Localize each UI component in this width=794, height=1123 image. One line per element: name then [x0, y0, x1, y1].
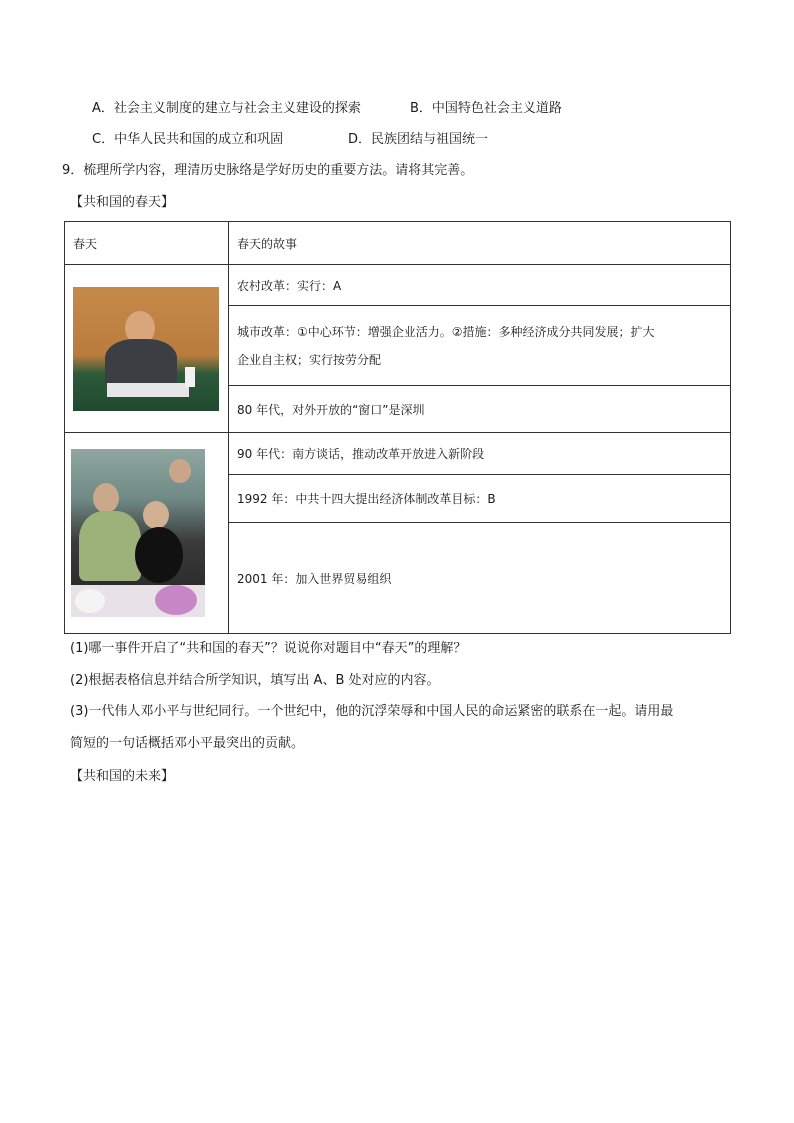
section-title-spring: 【共和国的春天】	[70, 195, 175, 210]
photo-deng-at-desk	[73, 287, 219, 411]
row-southern-talk: 90 年代：南方谈话，推动改革开放进入新阶段	[229, 433, 731, 475]
photo-cell-2	[65, 433, 229, 634]
option-b: B．中国特色社会主义道路	[410, 101, 562, 116]
section-title-future: 【共和国的未来】	[70, 769, 175, 784]
row-rural-reform: 农村改革：实行：A	[229, 265, 731, 306]
header-spring: 春天	[65, 222, 229, 265]
question-9: 9．梳理所学内容，理清历史脉络是学好历史的重要方法。请将其完善。	[62, 163, 474, 178]
photo-cell-1	[65, 265, 229, 433]
row-14th-congress: 1992 年：中共十四大提出经济体制改革目标：B	[229, 475, 731, 523]
sub-question-3-line-1: (3)一代伟人邓小平与世纪同行。一个世纪中，他的沉浮荣辱和中国人民的命运紧密的联系在一起。请用最	[70, 704, 674, 719]
urban-reform-line-2: 企业自主权；实行按劳分配	[237, 352, 382, 367]
sub-question-3-line-2: 简短的一句话概括邓小平最突出的贡献。	[70, 736, 305, 751]
option-d: D．民族团结与祖国统一	[348, 132, 489, 147]
header-spring-story: 春天的故事	[229, 222, 731, 265]
row-opening-window: 80 年代，对外开放的“窗口”是深圳	[229, 386, 731, 433]
spring-story-table	[64, 221, 731, 634]
option-a: A．社会主义制度的建立与社会主义建设的探索	[92, 101, 361, 116]
sub-question-1: (1)哪一事件开启了“共和国的春天”？说说你对题目中“春天”的理解？	[70, 641, 467, 656]
photo-deng-southern-tour	[71, 449, 205, 617]
row-urban-reform	[229, 306, 731, 386]
option-c: C．中华人民共和国的成立和巩固	[92, 132, 284, 147]
sub-question-2: (2)根据表格信息并结合所学知识，填写出 A、B 处对应的内容。	[70, 673, 440, 688]
urban-reform-line-1: 城市改革：①中心环节：增强企业活力。②措施：多种经济成分共同发展；扩大	[237, 324, 655, 339]
row-wto: 2001 年：加入世界贸易组织	[229, 523, 731, 634]
